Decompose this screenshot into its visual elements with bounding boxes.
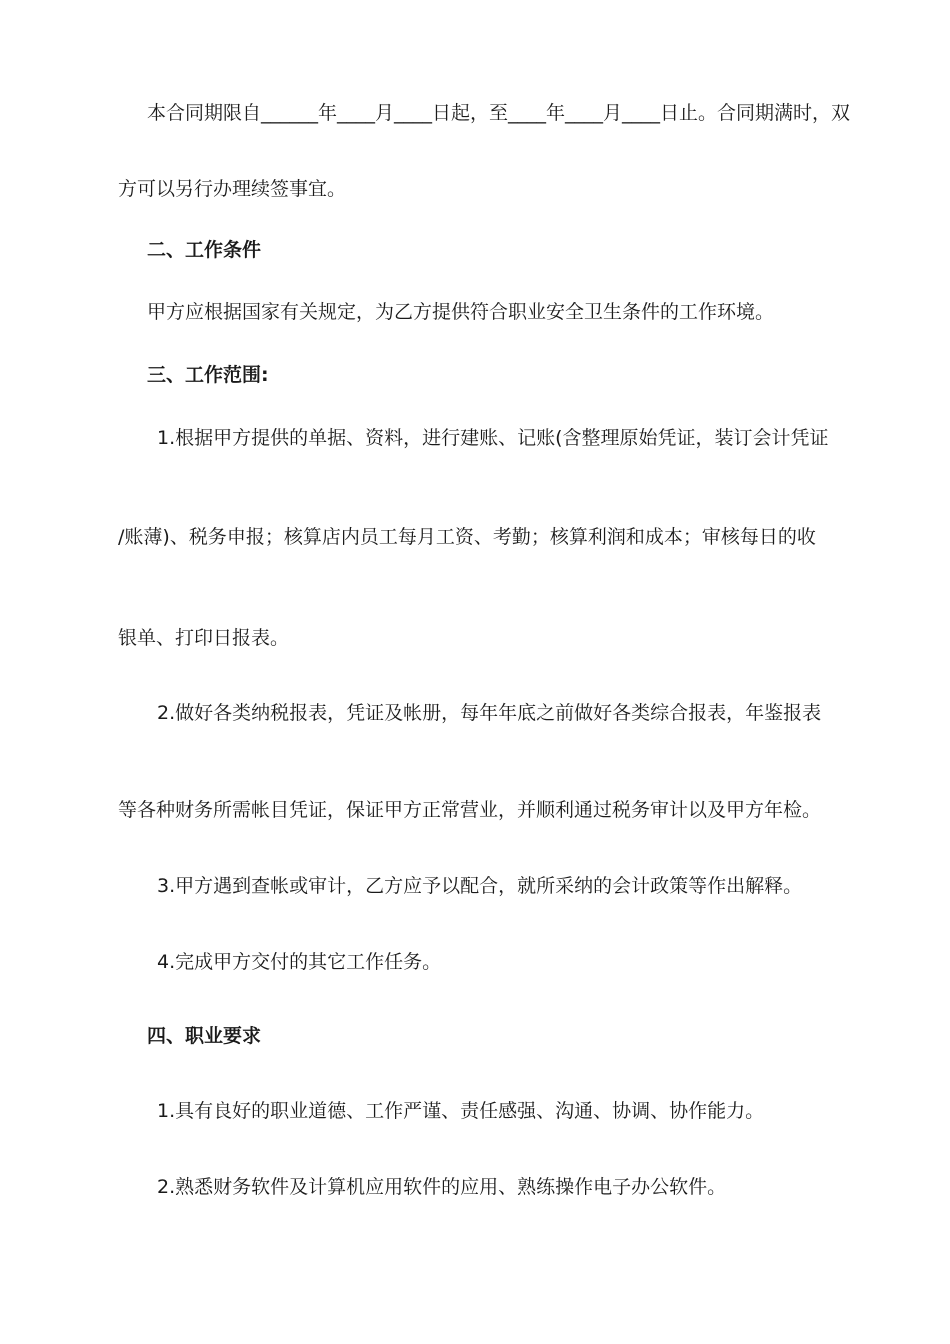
work-conditions-text: 甲方应根据国家有关规定，为乙方提供符合职业安全卫生条件的工作环境。 [147,301,775,323]
section-heading-work-conditions: 二、工作条件 [147,239,262,261]
work-scope-item-1-line-1: 1.根据甲方提供的单据、资料，进行建账、记账(含整理原始凭证，装订会计凭证 [157,427,829,449]
job-requirements-item-2: 2.熟悉财务软件及计算机应用软件的应用、熟练操作电子办公软件。 [157,1176,727,1198]
work-scope-item-3: 3.甲方遇到查帐或审计，乙方应予以配合，就所采纳的会计政策等作出解释。 [157,875,803,897]
work-scope-item-1-line-2: /账薄)、税务申报；核算店内员工每月工资、考勤；核算利润和成本；审核每日的收 [118,526,816,548]
contract-term-line-1: 本合同期限自______年____月____日起，至____年____月____日止。合同期满时，双 [147,102,851,124]
work-scope-item-2-line-2: 等各种财务所需帐目凭证，保证甲方正常营业，并顺利通过税务审计以及甲方年检。 [118,799,822,821]
job-requirements-item-1: 1.具有良好的职业道德、工作严谨、责任感强、沟通、协调、协作能力。 [157,1100,765,1122]
contract-term-line-2: 方可以另行办理续签事宜。 [118,178,347,200]
work-scope-item-1-line-3: 银单、打印日报表。 [118,627,290,649]
work-scope-item-4: 4.完成甲方交付的其它工作任务。 [157,951,442,973]
work-scope-item-2-line-1: 2.做好各类纳税报表，凭证及帐册，每年年底之前做好各类综合报表，年鉴报表 [157,702,822,724]
section-heading-work-scope: 三、工作范围: [147,364,269,386]
section-heading-job-requirements: 四、职业要求 [147,1025,262,1047]
